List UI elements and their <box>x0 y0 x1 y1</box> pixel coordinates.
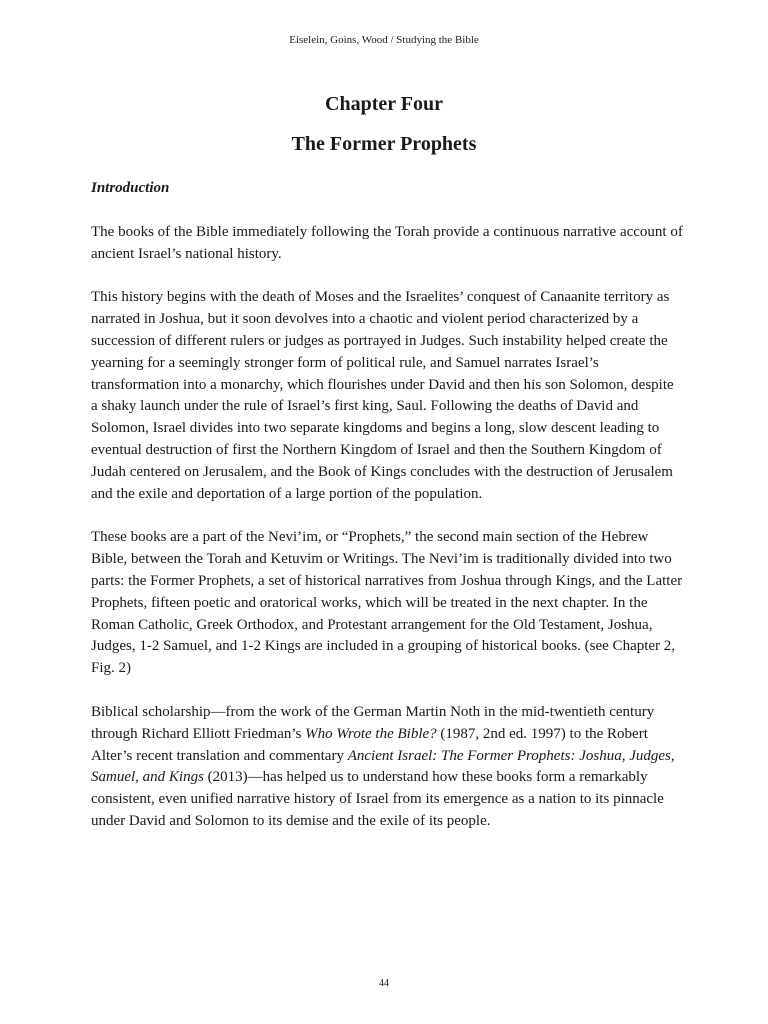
chapter-number: Chapter Four <box>325 93 443 115</box>
paragraph-4-text-c: (2013)—has helped us to understand how these books form a remarkably consistent, even unified narrative history of Israel from its emergence as a nation to its pinnacle under David and Solomon to its demise and the exile of its people. <box>91 769 664 829</box>
running-head: Eiselein, Goins, Wood / Studying the Bible <box>289 34 479 46</box>
book-title-who-wrote-the-bible: Who Wrote the Bible? <box>305 725 437 742</box>
paragraph-1: The books of the Bible immediately following the Torah provide a continuous narrative account of ancient Israel’s national history. <box>91 223 683 262</box>
paragraph-4 <box>91 702 683 833</box>
chapter-title: The Former Prophets <box>291 133 477 155</box>
paragraph-4-text-a: Biblical scholarship—from the work of the German Martin Noth in the mid-twentieth century through Richard Elliott Friedman’s <box>91 703 655 742</box>
body-text <box>91 178 683 855</box>
paragraph-3: These books are a part of the Nevi’im, or “Prophets,” the second main section of the Hebrew Bible, between the Torah and Ketuvim or Writings. The Nevi’im is traditionally divided into two parts: the Former Prophets, a set of historical narratives from Joshua through Kings, and the Latter Prophets, fifteen poetic and oratorical works, which will be treated in the next chapter. In the Roman Catholic, Greek Orthodox, and Protestant arrangement for the Old Testament, Joshua, Judges, 1-2 Samuel, and 1-2 Kings are included in a grouping of historical books. (see Chapter 2, Fig. 2) <box>91 529 683 677</box>
page-number: 44 <box>379 978 389 989</box>
section-heading: Introduction <box>91 180 170 196</box>
paragraph-4-text-b: (1987, 2nd ed. 1997) to the Robert Alter’s recent translation and commentary <box>91 725 648 764</box>
paragraph-2: This history begins with the death of Moses and the Israelites’ conquest of Canaanite territory as narrated in Joshua, but it soon devolves into a chaotic and violent period characterized by a succession of different rulers or judges as portrayed in Judges. Such instability helped create the yearning for a seemingly stronger form of political rule, and Samuel narrates Israel’s transformation into a monarchy, which flourishes under David and then his son Solomon, despite a shaky launch under the rule of Israel’s first king, Saul. Following the deaths of David and Solomon, Israel divides into two separate kingdoms and begins a long, slow descent leading to eventual destruction of first the Northern Kingdom of Israel and then the Southern Kingdom of Judah centered on Jerusalem, and the Book of Kings concludes with the destruction of Jerusalem and the exile and deportation of a large portion of the population. <box>91 289 674 502</box>
book-title-ancient-israel: Ancient Israel: The Former Prophets: Joshua, Judges, Samuel, and Kings <box>91 747 675 786</box>
